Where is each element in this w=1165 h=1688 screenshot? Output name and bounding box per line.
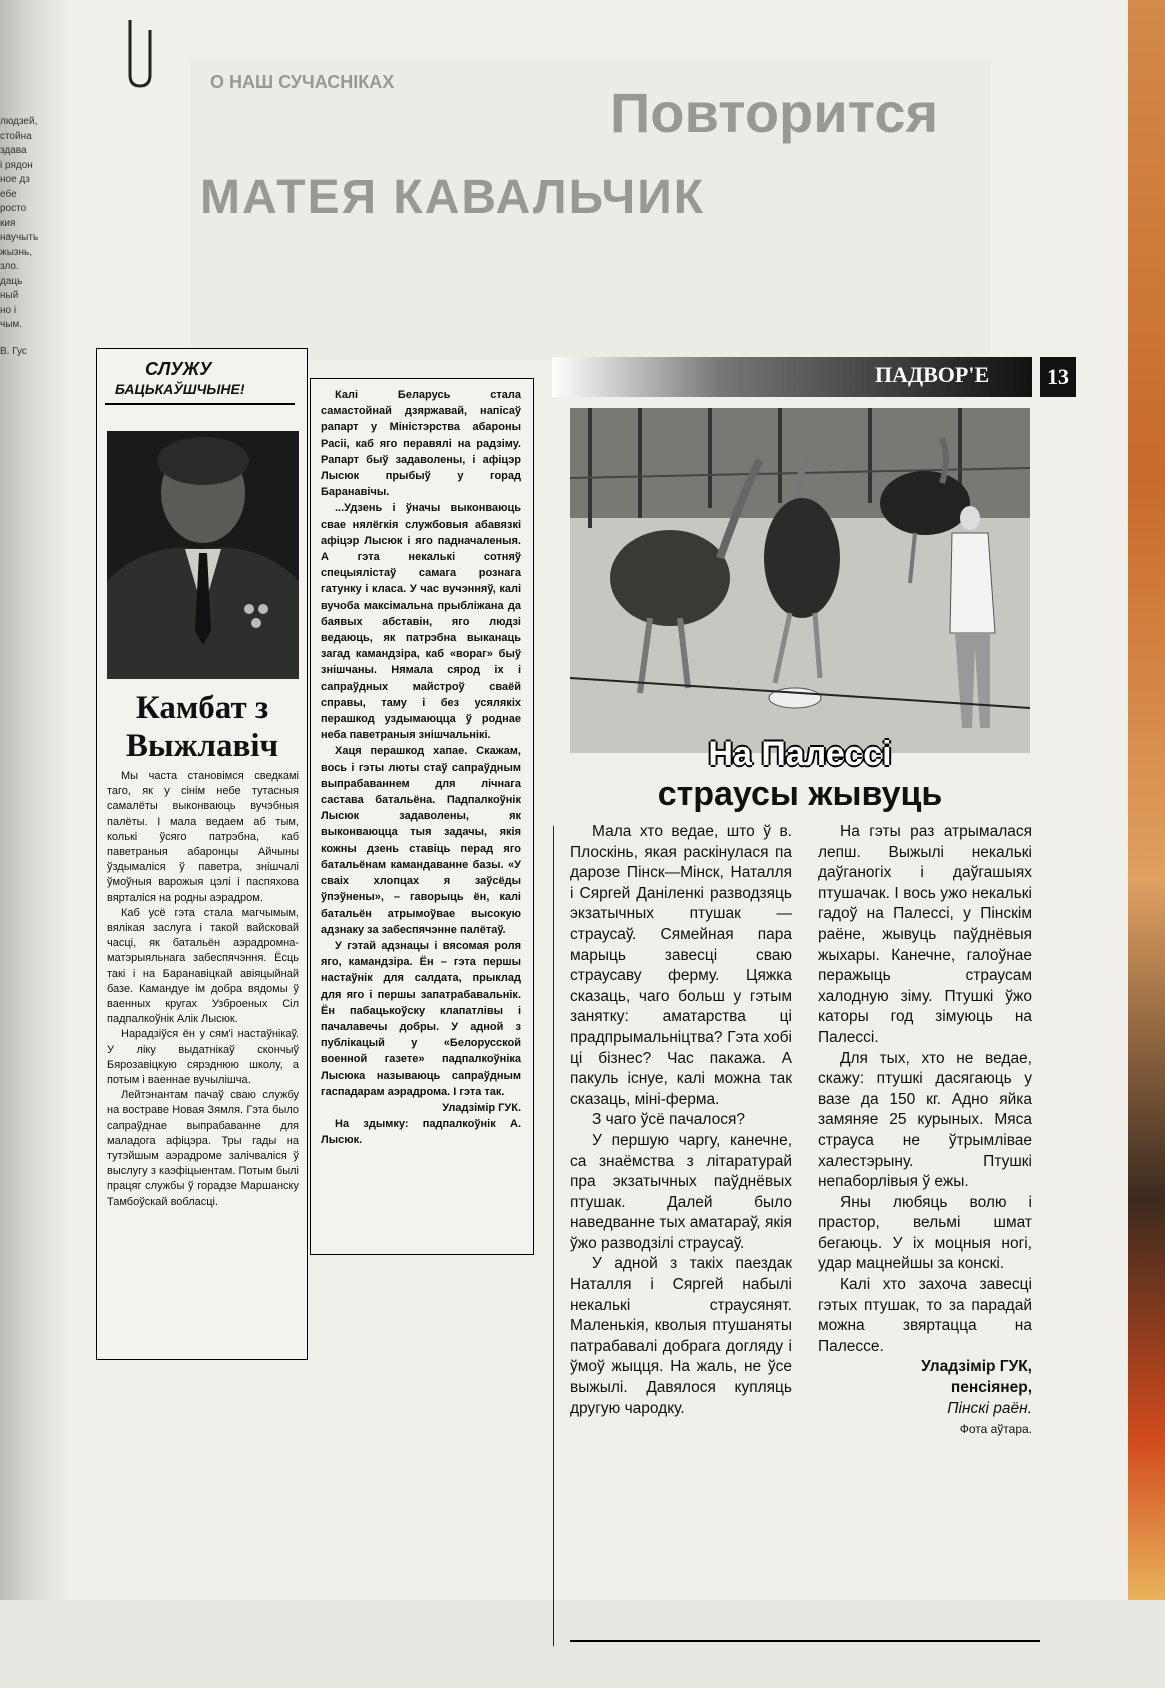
left-snippet-line: росто: [0, 203, 27, 214]
article-body-col-b: [818, 822, 1032, 1440]
paragraph: Лейтэнантам пачаў сваю службу на востраве Новая Зямля. Гэта было сапраўднае выпрабаванне для маладога афіцэра. Тры гады на тутэйшым аэрадроме залічваліся ў выслугу з каэфіцыентам. Потым былі працяг службы ў горадзе Маршанску Тамбоўскай вобласці.: [107, 1089, 299, 1208]
paragraph: Калі хто захоча завесці гэтых птушак, то за парадай можна звяртацца на Палессе.: [818, 1276, 1032, 1355]
paragraph: У гэтай адзнацы і вясомая роля яго, камандзіра. Ён – гэта першы настаўнік для салдата, прыклад для яго і першы запатрабавальнік. Ён пабацькоўску клапатлівы і пачалавечы добры. У адной з публікацый у «Белорусской военной газете» падпалкоўніка Лысюка называюць сапраўдным гаспадарам аэрадрома. І гэта так.: [321, 939, 521, 1098]
page-edge-decoration: [1128, 0, 1165, 1600]
article-kambat: [96, 348, 556, 1688]
left-snippet-line: ный: [0, 290, 19, 301]
faded-small-title: О НАШ СУЧАСНІКАХ: [210, 72, 395, 92]
left-snippet-line: чым.: [0, 319, 23, 330]
left-snippet-line: но і: [0, 304, 17, 316]
paragraph: Яны любяць волю і прастор, вельмі шмат бегаюць. У іх моцныя ногі, удар мацнейшы за конскі.: [818, 1193, 1032, 1273]
left-snippet-line: людзей,: [0, 116, 38, 127]
paragraph: У адной з такіх паездак Наталля і Сяргей набылі некалькі страусянят. Маленькія, кволыя птушаняты патрабавалі добрага догляду і ўмоў жыцця. На жаль, не ўсе выжылі. Давялося купляць другую чародку.: [570, 1255, 792, 1417]
paragraph: Мы часта становімся сведкамі таго, як у сінім небе тутасныя самалёты выконваюць вучэбныя палёты. І мала ведаем аб тым, колькі ўсяго патрэбна, каб паветраныя абаронцы Айчыны ўздымаліся ў паветра, знішчалі ўмоўныя варожыя цэлі і паспяхова вярталіся на родны аэрадром.: [107, 770, 299, 904]
headline-line-1: На Палессі: [708, 735, 892, 773]
paragraph: На гэты раз атрымалася лепш. Выжылі некалькі даўганогіх і даўгашыях птушачак. І вось ужо некалькі гадоў на Палессі, у Пінскім раёне, жывуць паўднёвыя жыхары. Канечне, галоўнае перажыць страусам халодную зіму. Птушкі ўжо каторы год зімуюць на Палессі.: [818, 823, 1032, 1046]
left-snippet-line: В. Гус: [0, 345, 27, 357]
faded-big-title: Повторится: [610, 81, 939, 144]
page-number: 13: [1040, 357, 1076, 397]
ostrich-photo: [570, 408, 1030, 753]
rubric-label: [105, 359, 295, 405]
column-rule: [553, 826, 554, 1646]
article-column-1: [96, 348, 308, 1360]
paragraph: Мала хто ведае, што ў в. Плоскінь, якая раскінулася па дарозе Пінск—Мінск, Наталля і Сяргей Даніленкі разводзяць экзатычных птушак — страусаў. Сямейная пара марыць завесці сваю страусаву ферму. Цяжка сказаць, чаго больш у гэтым занятку: аматарства ці прадпрымальніцтва? Гэта хобі ці бізнес? Час пакажа. А пакуль існуе, калі можна так сказаць, міні-ферма.: [570, 823, 792, 1108]
paragraph: ...Удзень і ўначы выконваюць свае нялёгкія службовыя абавязкі афіцэр Лысюк і яго падначаленыя. А гэта некалькі сотняў спецыялістаў самага рознага гатунку і класа. У час вучэнняў, калі вучоба максімальна прыбліжана да баявых абставін, яго людзі ведаюць, як патрэбна выканаць загад камандзіра, каб «вораг» быў знішчаны. Нямала сярод іх і сапраўдных майстроў сваёй справы, таму і без усялякіх перашкод уздымаюцца ў роднае неба паветраныя знішчальнікі.: [321, 502, 521, 742]
paragraph: Нарадзіўся ён у сям'і настаўнікаў. У ліку выдатнікаў скончыў Бярозавіцкую сярэднюю школу, а потым і ваеннае вучылішча.: [107, 1028, 299, 1087]
author-role: пенсіянер,: [950, 1379, 1032, 1397]
article-body-col2: [321, 387, 521, 1149]
left-snippet-line: зло.: [0, 261, 19, 272]
officer-portrait-photo: [107, 431, 299, 679]
article-column-2: [310, 378, 534, 1255]
photo-caption: На здымку: падпалкоўнік А. Лысюк.: [321, 1118, 521, 1147]
left-snippet-line: і рядон: [0, 159, 33, 171]
left-snippet-line: научыть: [0, 232, 39, 243]
paragraph: Калі Беларусь стала самастойнай дзяржавай, напісаў рапарт у Міністэрства абароны Расіі, каб яго перавялі на радзіму. Рапарт быў задаволены, і афіцэр Лысюк прыбыў у горад Баранавічы.: [321, 389, 521, 499]
left-snippet-line: ное дз: [0, 174, 30, 185]
bottom-rule: [570, 1640, 1040, 1642]
paragraph: Хаця перашкод хапае. Скажам, вось і гэты люты стаў сапраўдным выпрабаваннем для лічнага састава батальёна. Падпалкоўнік Лысюк задаволены, як выконваюцца тыя задачы, якія кожны дзень ставіць перад яго батальёнам камандаванне базы. «У сваіх хлопцах я заўсёды ўпэўнены», – гаворыць ён, калі батальён атрымоўвае высокую адзнаку за забеспячэнне палётаў.: [321, 745, 521, 936]
author-name: Уладзімір ГУК,: [921, 1358, 1032, 1376]
left-snippet-line: даць: [0, 275, 23, 287]
article-title: Камбат з Выжлавіч: [125, 690, 279, 764]
section-title: ПАДВОР'Е: [875, 362, 990, 387]
faded-underlying-clipping: [190, 60, 990, 360]
paragraph: Для тых, хто не ведае, скажу: птушкі дасягаюць у вазе да 150 кг. Адно яйка замяняе 25 курыных. Мяса страуса не ўтрымлівае халестэрыну. Птушкі непаборлівыя ў ежы.: [818, 1049, 1032, 1191]
article-signature: Уладзімір ГУК.: [442, 1101, 521, 1114]
rubric-line-1: СЛУЖУ: [145, 359, 212, 379]
left-page-snippet: [0, 115, 70, 359]
paper-clip-icon: [120, 20, 160, 90]
faded-mid-title: МАТЕЯ КАВАЛЬЧИК: [200, 171, 706, 224]
paragraph: Каб усё гэта стала магчымым, вялікая заслуга і такой вайсковай часці, як батальён аэрадромна-матэрыяльнага забеспячэння. Ёсць такі і на Баранавіцкай авіяцыйнай базе. Камандуе ім добра вядомы ў ваенных кругах Узброеных Сіл падпалкоўнік Алік Лысюк.: [107, 906, 299, 1026]
paragraph: З чаго ўсё пачалося?: [592, 1111, 746, 1129]
left-snippet-line: ебе: [0, 188, 17, 200]
rubric-line-2: БАЦЬКАЎШЧЫНЕ!: [115, 381, 245, 397]
article-body-col1: [107, 769, 299, 1210]
photo-credit: Фота аўтара.: [959, 1422, 1032, 1437]
left-snippet-line: жызнь,: [0, 246, 32, 258]
author-place: Пінскі раён.: [947, 1399, 1032, 1417]
left-snippet-line: кия: [0, 217, 16, 229]
article-body-col-a: [570, 822, 792, 1419]
headline-line-2: страусы жывуць: [657, 775, 943, 813]
paragraph: У першую чаргу, канечне, са знаёмства з літаратурай пра экзатычных паўднёвых птушак. Далей было наведванне тых аматараў, якія ўжо разводзілі страусаў.: [570, 1131, 792, 1252]
left-snippet-line: стойна: [0, 130, 32, 142]
left-snippet-line: здава: [0, 145, 27, 156]
